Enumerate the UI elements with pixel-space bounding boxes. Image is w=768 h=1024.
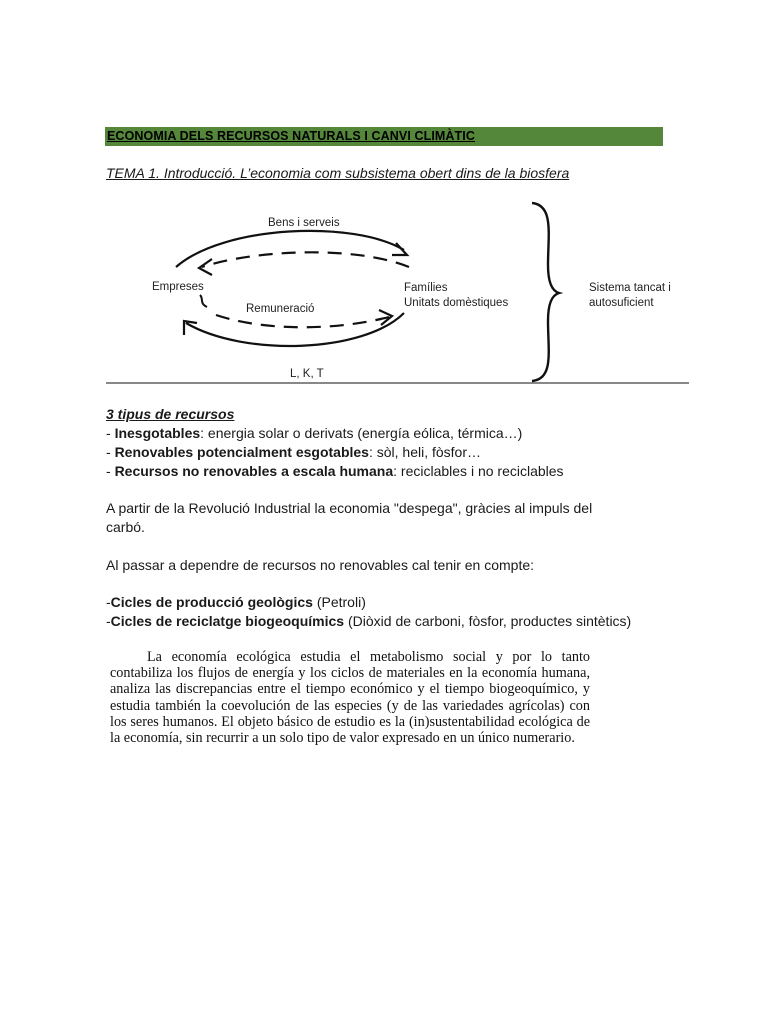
resource-item: - Recursos no renovables a escala humana: reciclables i no reciclables [106, 463, 564, 479]
cycle-item: -Cicles de reciclatge biogeoquímics (Diòxid de carboni, fòsfor, productes sintètics) [106, 613, 632, 629]
resources-heading: 3 tipus de recursos [106, 406, 235, 422]
label-middle-flow: Remuneració [246, 303, 315, 315]
label-system-2: autosuficient [589, 297, 654, 309]
label-families: Famílies [404, 282, 448, 294]
resource-item: - Inesgotables: energia solar o derivats (energía eólica, térmica…) [106, 425, 523, 441]
resources-section [106, 405, 666, 481]
label-households: Unitats domèstiques [404, 297, 509, 309]
bottom-flow-arrow [186, 313, 404, 346]
industrial-revolution-paragraph: A partir de la Revolució Industrial la economia "despega", gràcies al impuls del carbó. [106, 500, 593, 535]
dashed-goods-arrow [202, 252, 409, 267]
cycles-list [106, 593, 666, 631]
curly-brace [532, 203, 559, 381]
arrowhead-dashed-left [199, 259, 212, 275]
label-bottom-flow: L, K, T [290, 368, 324, 380]
cycle-item: -Cicles de producció geològics (Petroli) [106, 594, 366, 610]
dashed-payment-arrow [216, 315, 389, 327]
label-top-flow: Bens i serveis [268, 217, 340, 229]
wavy-mark [200, 295, 207, 307]
non-renewable-paragraph: Al passar a dependre de recursos no renovables cal tenir en compte: [106, 557, 535, 573]
label-system-1: Sistema tancat i [589, 282, 671, 294]
economy-flow-diagram [104, 195, 694, 387]
topic-subtitle: TEMA 1. Introducció. L’economia com subsistema obert dins de la biosfera [106, 165, 570, 181]
ecological-economics-quote: La economía ecológica estudia el metabolismo social y por lo tanto contabiliza los flujos de energía y los ciclos de materiales en la economía humana, analiza las discrepancias entre el tiempo económico y el tiempo biogeoquímico, y estudia también la coevolución de las especies (y de las variedades agrícolas) con los seres humanos. El objeto básico de estudio es la (in)sustentabilidad ecológica de la economía, sin recurrir a un solo tipo de valor expresado en un único numerario. [110, 649, 590, 747]
resource-item: - Renovables potencialment esgotables: sòl, heli, fòsfor… [106, 444, 482, 460]
label-empreses: Empreses [152, 281, 204, 293]
document-title: ECONOMIA DELS RECURSOS NATURALS I CANVI CLIMÀTIC [105, 127, 663, 146]
